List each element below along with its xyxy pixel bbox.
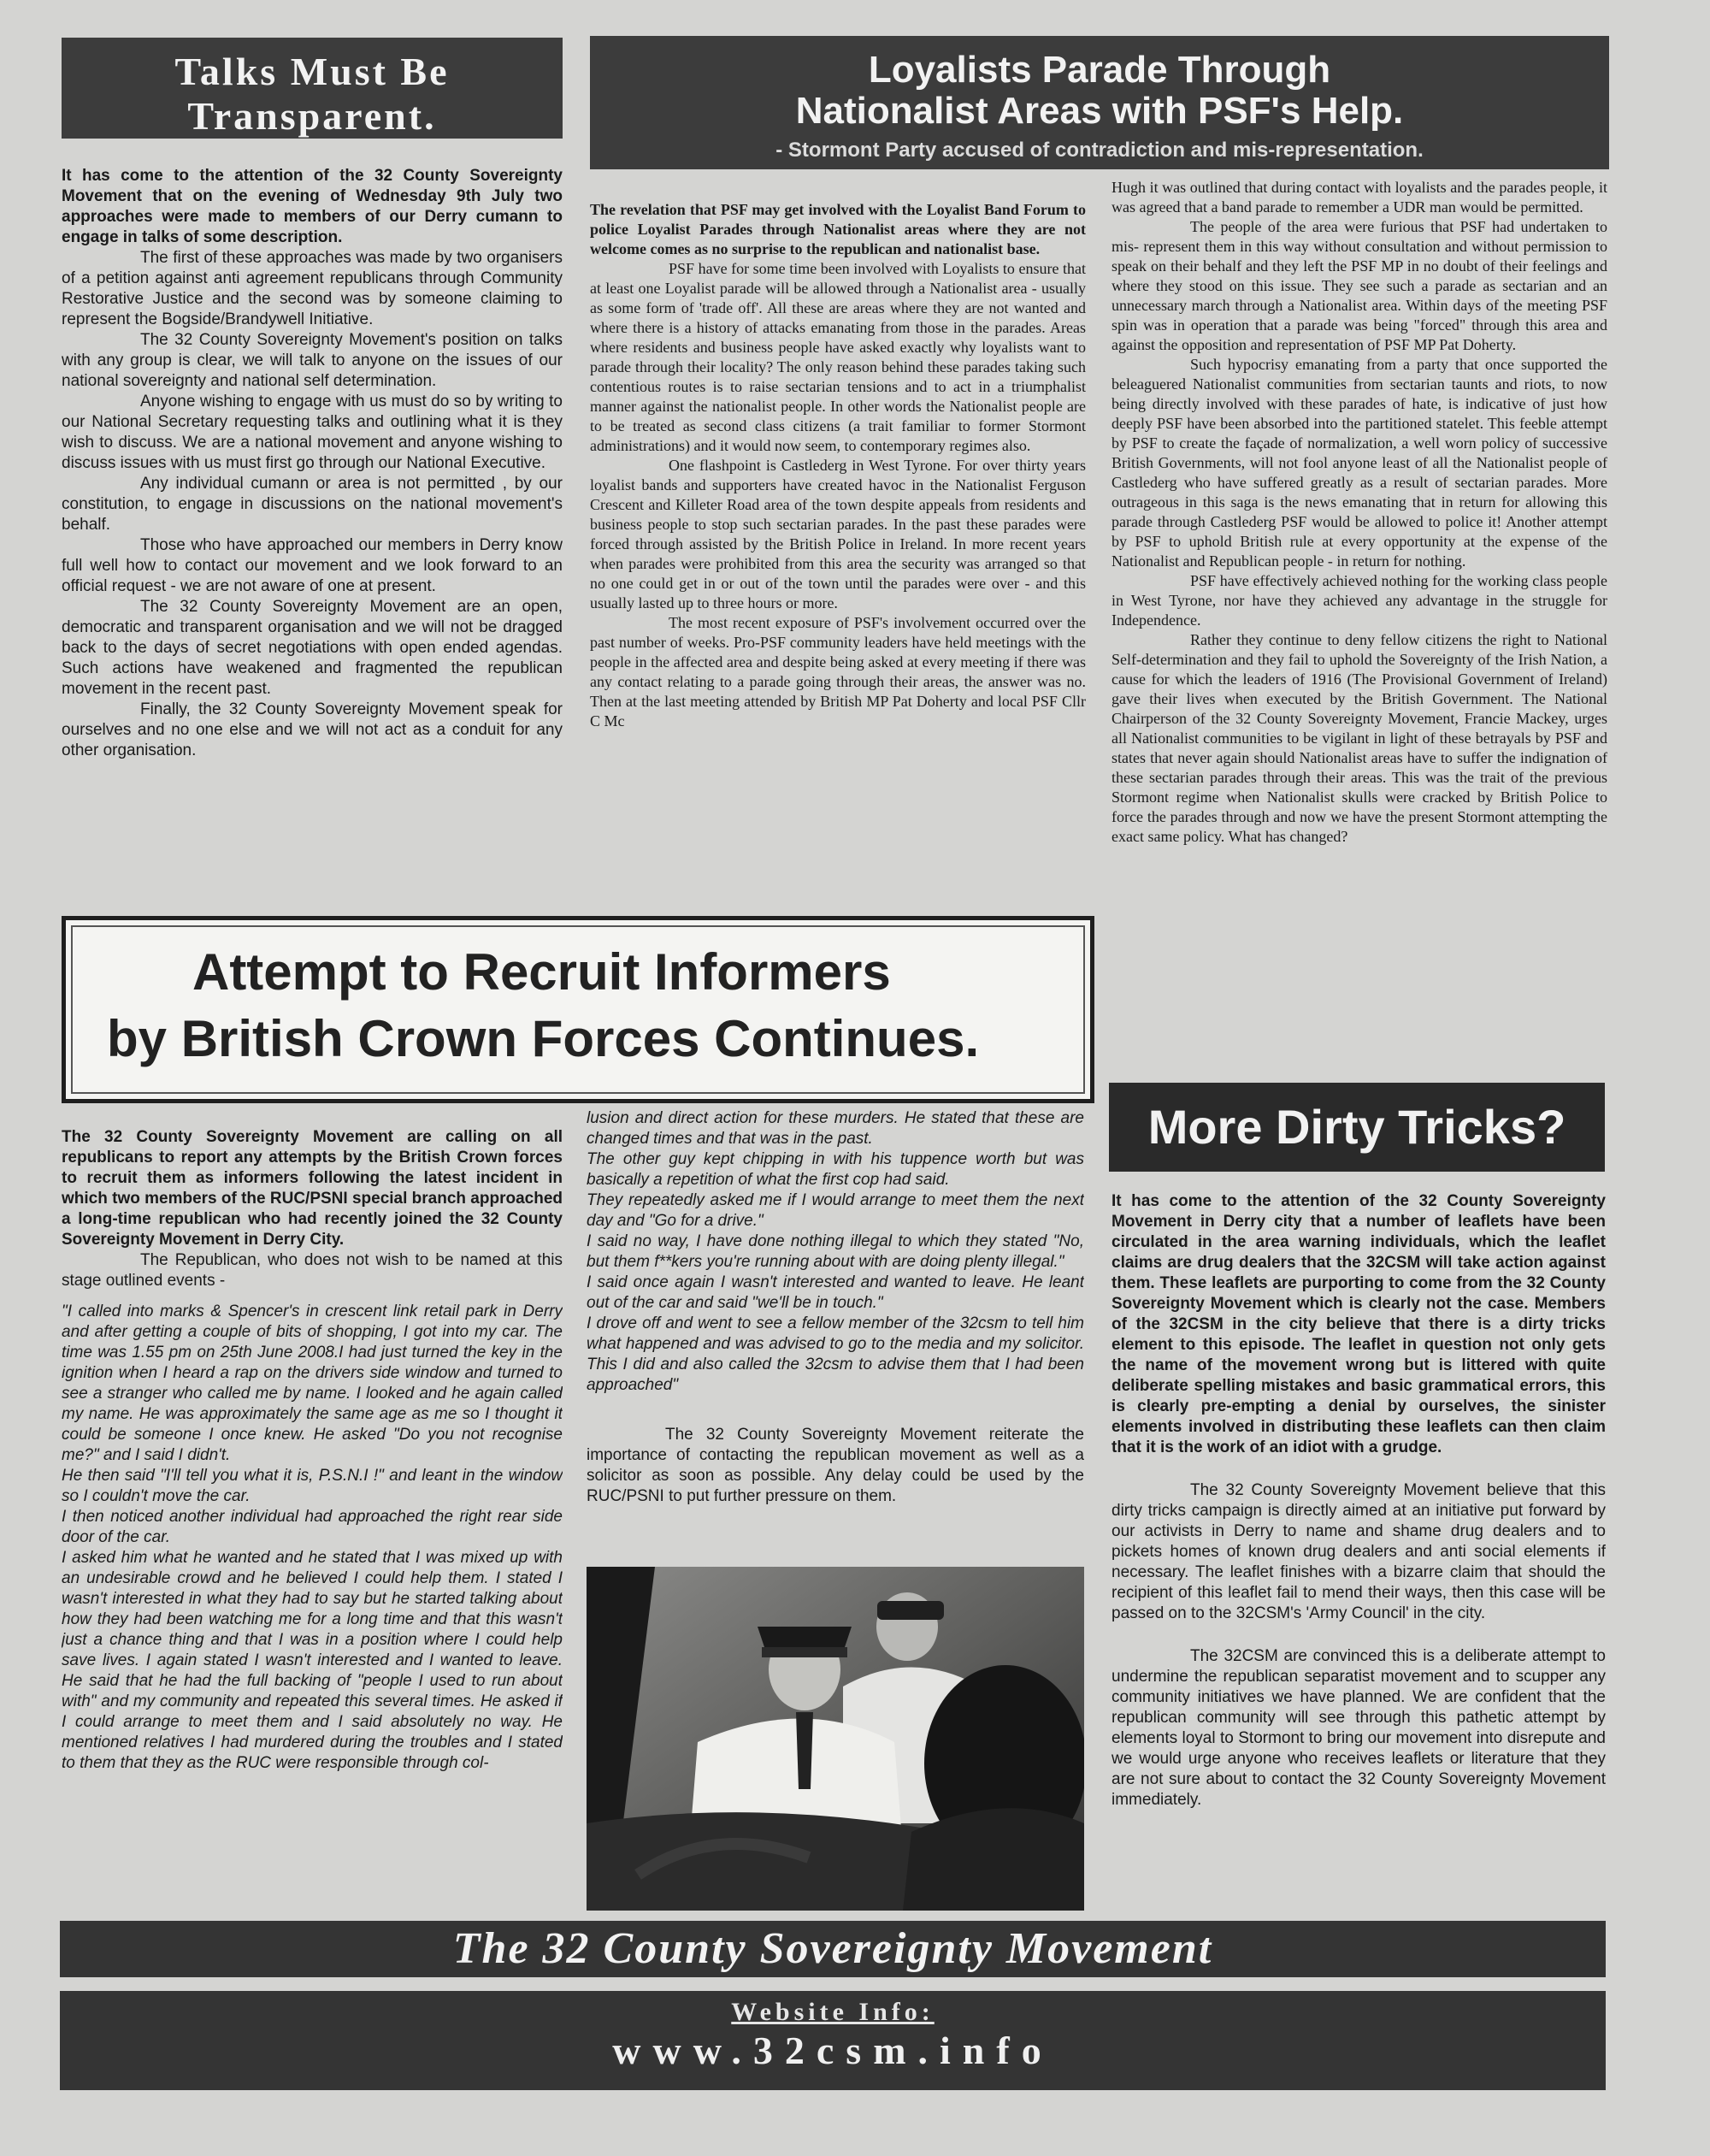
loyalists-paragraph: One flashpoint is Castlederg in West Tyrone. For over thirty years loyalist bands and supporters have created havoc in the Nationalist Ferguson Crescent and Killeter Road area of the town despite appeals from residents and business people to stop such sectarian parades. In the past these parades were forced through assisted by the British Police in Ireland. In more recent years when parades were prohibited from this area the security was arranged so that no one could get in or out of the town until the parades were over - and this usually lasted up to three hours or more.	[590, 457, 1086, 611]
recruit-quote: He then said "I'll tell you what it is, P.S.N.I !" and leant in the window so I couldn't move the car.	[62, 1467, 563, 1505]
tricks-paragraph: The 32 County Sovereignty Movement believe that this dirty tricks campaign is directly aimed at an initiative put forward by our activists in Derry to name and shame drug dealers and to pickets homes of known drug dealers and anti social elements if necessary. The leaflet finishes with a bizarre claim that should the recipient of this leaflet fail to mend their ways, then this case will be passed on to the 32CSM's 'Army Council' in the city.	[1112, 1481, 1606, 1622]
talks-headline-line2: Transparent.	[187, 94, 437, 138]
loyalists-column-2	[1112, 178, 1607, 1102]
recruit-closing: The 32 County Sovereignty Movement reiterate the importance of contacting the republican movement as well as a solicitor as soon as possible. Any delay could be used by the RUC/PSNI to put further pressure on them.	[587, 1426, 1084, 1505]
talks-paragraph: Anyone wishing to engage with us must do so by writing to our National Secretary requesting talks and outlining what it is they wish to discuss. We are a national movement and anyone wishing to discuss issues with us must first go through our National Executive.	[62, 393, 563, 472]
talks-headline	[62, 38, 563, 139]
loyalists-paragraph: The most recent exposure of PSF's involvement occurred over the past number of weeks. Pro-PSF community leaders have held meetings with the people in the affected area and despite being asked at every meeting if there was any contact relating to a parade going through their areas, the answer was no. Then at the last meeting attended by British MP Pat Doherty and local PSF Cllr C Mc	[590, 614, 1086, 729]
talks-paragraph: Any individual cumann or area is not permitted , by our constitution, to engage in discussions on the national movement's behalf.	[62, 475, 563, 534]
recruit-headline-frame	[71, 925, 1085, 1094]
recruit-quote: I said once again I wasn't interested and wanted to leave. He leant out of the car and said "we'll be in touch."	[587, 1273, 1084, 1312]
talks-intro: It has come to the attention of the 32 County Sovereignty Movement that on the evening of Wednesday 9th July two approaches were made to members of our Derry cumann to engage in talks of some description.	[62, 167, 563, 246]
recruit-quote: I asked him what he wanted and he stated that I was mixed up with an undesirable crowd and he believed I could help them. I stated I wasn't interested in what they had to say but he started talking about how they had been watching me for a long time and that this wasn't just a chance thing and that I was in a position where I could help save lives. I again stated I wasn't interested and I wanted to leave. He said that he had the full backing of "people I used to run about with" and my community and repeated this several times. He asked if I could arrange to meet them and I said absolutely no way. He mentioned relatives I had murdered during the troubles and I stated to them that they as the RUC were responsible through col-	[62, 1549, 563, 1772]
loyalists-headline	[590, 36, 1609, 169]
loyalists-headline-line1: Loyalists Parade Through	[868, 49, 1331, 91]
talks-paragraph: Finally, the 32 County Sovereignty Movement speak for ourselves and no one else and we will not act as a conduit for any other organisation.	[62, 700, 563, 759]
talks-paragraph: Those who have approached our members in Derry know full well how to contact our movement and we look forward to an official request - we are not aware of one at present.	[62, 536, 563, 595]
loyalists-paragraph: The people of the area were furious that PSF had undertaken to mis- represent them in this way without consultation and without permission to speak on their behalf and they left the PSF MP in no doubt of their feelings and where they stood on this issue. They see such a parade as sectarian and an unnecessary march through a Nationalist area. Within days of the meeting PSF spin was in operation that a parade was being "forced" through this area and against the opposition and representation of PSF MP Pat Doherty.	[1112, 218, 1607, 353]
loyalists-paragraph: Hugh it was outlined that during contact with loyalists and the parades people, it was agreed that a band parade to remember a UDR man would be permitted.	[1112, 179, 1607, 216]
recruit-headline-line1: Attempt to Recruit Informers	[192, 943, 891, 1001]
loyalists-paragraph: Such hypocrisy emanating from a party that once supported the beleaguered Nationalist communities from sectarian taunts and riots, to now being directly involved with these parades of hate, is indicative of just how deeply PSF have been absorbed into the partitioned statelet. This feeble attempt by PSF to create the façade of normalization, a well worn policy of successive British Governments, will not fool anyone least of all the Nationalist people of Castlederg who have suffered greatly as a result of sectarian parades. More outrageous in this saga is the news emanating that in return for allowing this parade through Castlederg PSF would be allowed to police it! Another attempt by PSF to uphold British rule at every opportunity at the expense of the Nationalist and Republican people - in return for nothing.	[1112, 356, 1607, 570]
recruit-quote: lusion and direct action for these murders. He stated that these are changed times and that was in the past.	[587, 1109, 1084, 1148]
talks-article-body	[62, 166, 563, 895]
recruit-quote: The other guy kept chipping in with his tuppence worth but was basically a repetition of what the first cop had said.	[587, 1150, 1084, 1189]
recruit-quote: I then noticed another individual had approached the right rear side door of the car.	[62, 1508, 563, 1546]
talks-paragraph: The 32 County Sovereignty Movement are an open, democratic and transparent organisation and we will not be dragged back to the days of secret negotiations with open ended agendas. Such actions have weakened and fragmented the republican movement in the recent past.	[62, 598, 563, 698]
tricks-headline: More Dirty Tricks?	[1109, 1083, 1605, 1172]
loyalists-headline-line2: Nationalist Areas with PSF's Help.	[795, 90, 1404, 132]
talks-paragraph: The first of these approaches was made by two organisers of a petition against anti agreement republicans through Community Restorative Justice and the second was by someone claiming to represent the Bogside/Brandywell Initiative.	[62, 249, 563, 328]
recruit-quote: I said no way, I have done nothing illegal to which they stated "No, but them f**kers you're running about with are doing plenty illegal."	[587, 1232, 1084, 1271]
police-photo	[587, 1567, 1084, 1911]
recruit-quote: I drove off and went to see a fellow member of the 32csm to tell him what happened and was advised to go to the media and my solicitor. This I did and also called the 32csm to advise them that I had been approached"	[587, 1314, 1084, 1394]
website-label: Website Info:	[731, 1998, 935, 2026]
talks-headline-line1: Talks Must Be	[174, 50, 450, 93]
loyalists-subheadline: - Stormont Party accused of contradiction and mis-representation.	[775, 139, 1424, 162]
loyalists-column-1	[590, 200, 1086, 924]
tricks-paragraph: The 32CSM are convinced this is a deliberate attempt to undermine the republican separatist movement and to scupper any community initiatives we have planned. We are confident that the republican community will see through this pathetic attempt by elements loyal to Stormont to bring our movement into disrepute and we would urge anyone who receives leaflets or literature that they are not sure about to contact the 32 County Sovereignty Movement immediately.	[1112, 1647, 1606, 1809]
talks-paragraph: The 32 County Sovereignty Movement's position on talks with any group is clear, we will talk to anyone on the issues of our national sovereignty and national self determination.	[62, 331, 563, 390]
loyalists-paragraph: Rather they continue to deny fellow citizens the right to National Self-determination and they fail to uphold the Sovereignty of the Irish Nation, a cause for which the leaders of 1916 (The Provisional Government of Ireland) gave their lives when executed by the British Government. The National Chairperson of the 32 County Sovereignty Movement, Francie Mackey, urges all Nationalist communities to be vigilant in light of these betrayals by PSF and states that never again should Nationalist areas have to suffer the indignation of these sectarian parades through their areas. This was the trait of the previous Stormont regime when Nationalist skulls were cracked by British Police to force the parades through and now we have the present Stormont attempting the exact same policy. What has changed?	[1112, 631, 1607, 845]
recruit-headline-box	[62, 916, 1094, 1103]
recruit-intro: The 32 County Sovereignty Movement are calling on all republicans to report any attempts by the British Crown forces to recruit them as informers following the latest incident in which two members of the RUC/PSNI special branch approached a long-time republican who had recently joined the 32 County Sovereignty Movement in Derry City.	[62, 1128, 563, 1249]
recruit-quote: They repeatedly asked me if I would arrange to meet them the next day and "Go for a drive."	[587, 1191, 1084, 1230]
tricks-column	[1112, 1191, 1606, 1918]
recruit-column-2	[587, 1108, 1084, 1553]
loyalists-paragraph: PSF have for some time been involved with Loyalists to ensure that at least one Loyalist parade will be allowed through a Nationalist area - usually as some form of 'trade off'. All these are areas where they are not wanted and where there is a history of attacks emanating from those in the parades. Areas where residents and business people have asked exactly why loyalists want to parade through their locality? The only reason behind these parades taking such contentious routes is to raise sectarian tensions and to act in a triumphalist manner against the nationalist people. In other words the Nationalist people are to be treated as second class citizens (a trait familiar to former Stormont administrations) and it would now seem, to contemporary regimes also.	[590, 260, 1086, 454]
website-url[interactable]: www.32csm.info	[612, 2029, 1053, 2072]
tricks-intro: It has come to the attention of the 32 County Sovereignty Movement in Derry city that a number of leaflets have been circulated in the area warning individuals, which the leaflet claims are drug dealers that the 32CSM will take action against them. These leaflets are purporting to come from the 32 County Sovereignty Movement which is clearly not the case. Members of the 32CSM in the city believe that there is a dirty tricks element to this episode. The leaflet in question not only gets the name of the movement wrong but is littered with quite deliberate spelling mistakes and basic grammatical errors, this is clearly pre-empting a denial by ourselves, the sinister elements involved in distributing these leaflets can then claim that it is the work of an idiot with a grudge.	[1112, 1192, 1606, 1456]
recruit-headline-line2: by British Crown Forces Continues.	[107, 1010, 980, 1067]
recruit-lead: The Republican, who does not wish to be named at this stage outlined events -	[62, 1251, 563, 1290]
recruit-quote: "I called into marks & Spencer's in crescent link retail park in Derry and after getting a couple of bits of shopping, I got into my car. The time was 1.55 pm on 25th June 2008.I had just turned the key in the ignition when I heard a rap on the drivers side window and turned to see a stranger who called me by name. I looked and he again called my name. He was approximately the same age as me so I thought it could be someone I once knew. He asked "Do you not recognise me?" and I said I didn't.	[62, 1302, 563, 1464]
loyalists-intro: The revelation that PSF may get involved with the Loyalist Band Forum to police Loyalist Parades through Nationalist areas where they are not welcome comes as no surprise to the republican and nationalist base.	[590, 201, 1086, 257]
footer-website-banner	[60, 1991, 1606, 2090]
loyalists-paragraph: PSF have effectively achieved nothing for the working class people in West Tyrone, nor have they achieved any advantage in the struggle for Independence.	[1112, 572, 1607, 629]
footer-masthead: The 32 County Sovereignty Movement	[60, 1921, 1606, 1977]
recruit-column-1	[62, 1127, 563, 1916]
